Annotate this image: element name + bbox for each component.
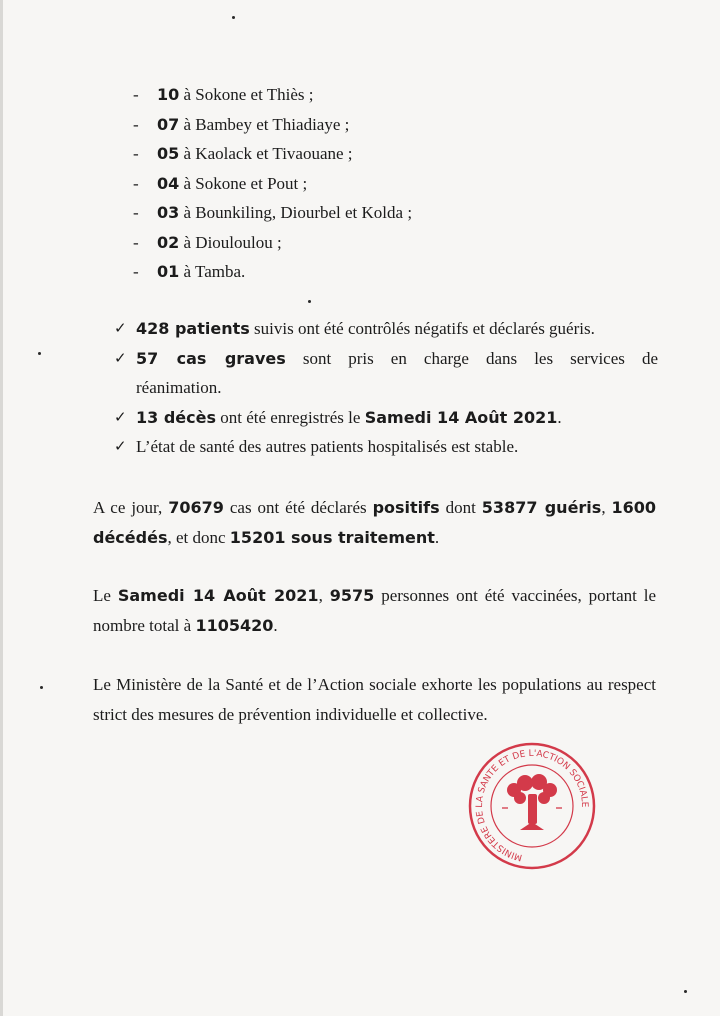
status-checklist <box>114 314 658 462</box>
checklist-item: ✓ 13 décès ont été enregistrés le Samedi 14 Août 2021. <box>114 403 658 433</box>
region-item: - 04 à Sokone et Pout ; <box>133 173 308 193</box>
summary-paragraph: A ce jour, 70679 cas ont été déclarés positifs dont 53877 guéris, 1600 décédés, et donc 15201 sous traitement. <box>93 498 657 547</box>
checkmark-icon: ✓ <box>114 437 127 455</box>
checkmark-icon: ✓ <box>114 348 127 367</box>
checklist-item: ✓ L’état de santé des autres patients hospitalisés est stable. <box>114 432 658 462</box>
scan-speck <box>308 300 311 303</box>
seal-text: MINISTERE DE LA SANTE ET DE L'ACTION SOCIALE <box>475 748 590 863</box>
closing-paragraph: Le Ministère de la Santé et de l’Action sociale exhorte les populations au respect strict des mesures de prévention individuelle et collective. <box>93 675 656 724</box>
checkmark-icon: ✓ <box>114 319 127 337</box>
checklist-item <box>114 344 658 403</box>
checkmark-icon: ✓ <box>114 407 127 426</box>
region-item: - 03 à Bounkiling, Diourbel et Kolda ; <box>133 203 413 222</box>
region-item: - 10 à Sokone et Thiès ; <box>133 85 314 104</box>
region-item: - 05 à Kaolack et Tivaouane ; <box>133 144 353 163</box>
checklist-line: réanimation. <box>136 378 222 397</box>
vaccination-paragraph: Le Samedi 14 Août 2021, 9575 personnes ont été vaccinées, portant le nombre total à 1105420. <box>93 586 657 635</box>
region-item: - 01 à Tamba. <box>133 262 246 281</box>
scan-speck <box>232 16 235 19</box>
page-edge <box>0 0 3 1016</box>
scan-speck <box>38 352 41 355</box>
scan-speck <box>40 686 43 689</box>
scan-speck <box>684 990 687 993</box>
checklist-line: 57 cas graves sont pris en charge dans les services de <box>136 348 658 368</box>
ministry-seal <box>462 738 602 872</box>
baobab-emblem-icon <box>507 774 557 830</box>
region-list <box>133 80 412 287</box>
region-item: - 07 à Bambey et Thiadiaye ; <box>133 114 350 134</box>
region-item: - 02 à Diouloulou ; <box>133 232 282 252</box>
checklist-item: ✓ 428 patients suivis ont été contrôlés négatifs et déclarés guéris. <box>114 314 658 344</box>
